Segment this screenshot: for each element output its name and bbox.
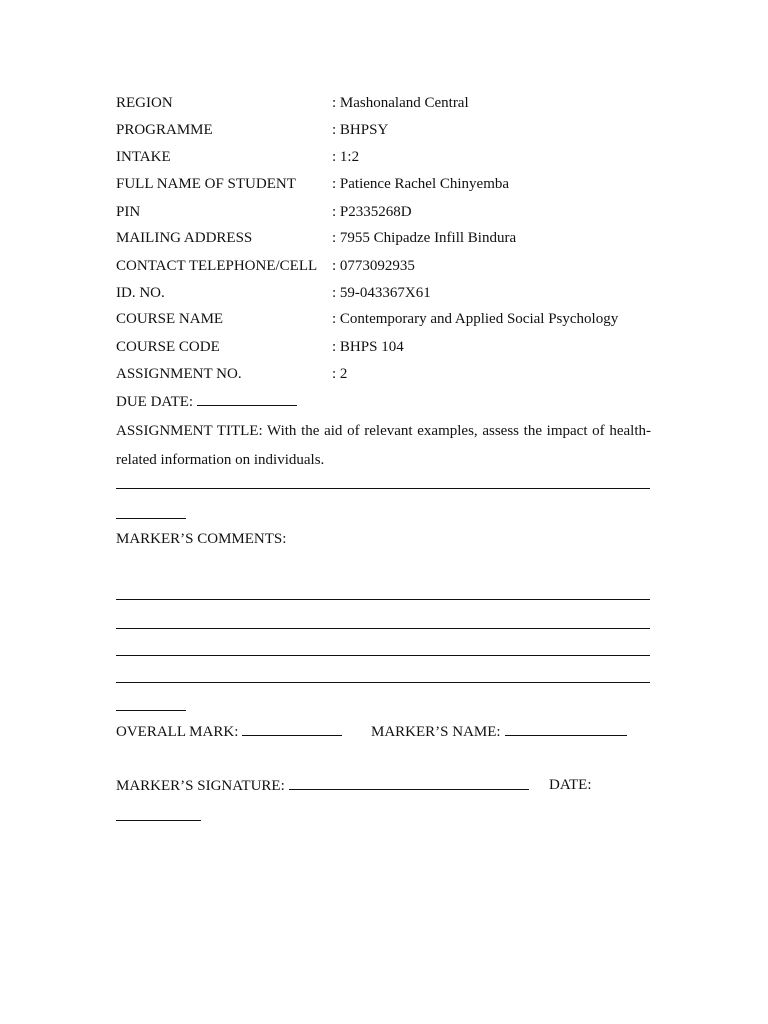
divider-line-short bbox=[116, 518, 186, 519]
field-value: : Mashonaland Central bbox=[332, 95, 469, 111]
markers-name-label: MARKER’S NAME: bbox=[371, 724, 501, 740]
field-course-code bbox=[116, 337, 656, 357]
field-value: : 0773092935 bbox=[332, 258, 415, 274]
field-value: : P2335268D bbox=[332, 204, 412, 220]
comment-line bbox=[116, 628, 650, 629]
field-label: PROGRAMME bbox=[116, 122, 213, 138]
field-value: : BHPS 104 bbox=[332, 339, 404, 355]
markers-name-line bbox=[371, 721, 627, 742]
due-date-blank bbox=[197, 391, 297, 406]
field-value: : 7955 Chipadze Infill Bindura bbox=[332, 230, 517, 246]
field-label: MAILING ADDRESS bbox=[116, 230, 253, 246]
field-value: : 1:2 bbox=[332, 149, 360, 165]
field-label: ASSIGNMENT NO. bbox=[116, 366, 242, 382]
overall-mark-label: OVERALL MARK: bbox=[116, 724, 239, 740]
overall-mark-line bbox=[116, 721, 342, 742]
comment-line bbox=[116, 599, 650, 600]
field-mailing-address bbox=[116, 228, 656, 248]
field-contact-telephone bbox=[116, 256, 656, 276]
comment-line bbox=[116, 655, 650, 656]
field-full-name bbox=[116, 174, 656, 194]
date-label: DATE: bbox=[549, 777, 592, 793]
field-label: ID. NO. bbox=[116, 285, 165, 301]
field-label: CONTACT TELEPHONE/CELL bbox=[116, 258, 318, 274]
field-label: FULL NAME OF STUDENT bbox=[116, 176, 296, 192]
assignment-title: ASSIGNMENT TITLE: With the aid of relevant examples, assess the impact of health-related information on individuals. bbox=[116, 423, 651, 468]
field-assignment-no bbox=[116, 364, 656, 384]
markers-comments-label: MARKER’S COMMENTS: bbox=[116, 531, 287, 547]
markers-name-blank bbox=[505, 721, 627, 736]
comment-line bbox=[116, 682, 650, 683]
field-label: INTAKE bbox=[116, 149, 171, 165]
comment-line-short bbox=[116, 710, 186, 711]
field-label: PIN bbox=[116, 204, 141, 220]
field-label: REGION bbox=[116, 95, 173, 111]
markers-signature-line bbox=[116, 775, 529, 796]
field-value: : 59-043367X61 bbox=[332, 285, 431, 301]
field-value: : Patience Rachel Chinyemba bbox=[332, 176, 510, 192]
divider-line bbox=[116, 488, 650, 489]
overall-mark-blank bbox=[242, 721, 342, 736]
field-pin bbox=[116, 202, 656, 222]
field-region bbox=[116, 93, 656, 113]
field-label: COURSE NAME bbox=[116, 311, 224, 327]
date-blank bbox=[116, 820, 201, 821]
field-value: : BHPSY bbox=[332, 122, 389, 138]
field-programme bbox=[116, 120, 656, 140]
markers-signature-blank bbox=[289, 775, 529, 790]
field-course-name bbox=[116, 309, 656, 329]
due-date-label: DUE DATE: bbox=[116, 394, 194, 410]
field-id-no bbox=[116, 283, 656, 303]
markers-signature-label: MARKER’S SIGNATURE: bbox=[116, 778, 285, 794]
field-value: : Contemporary and Applied Social Psychology bbox=[332, 311, 619, 327]
due-date-line bbox=[116, 391, 297, 412]
field-intake bbox=[116, 147, 656, 167]
field-label: COURSE CODE bbox=[116, 339, 220, 355]
field-value: : 2 bbox=[332, 366, 348, 382]
